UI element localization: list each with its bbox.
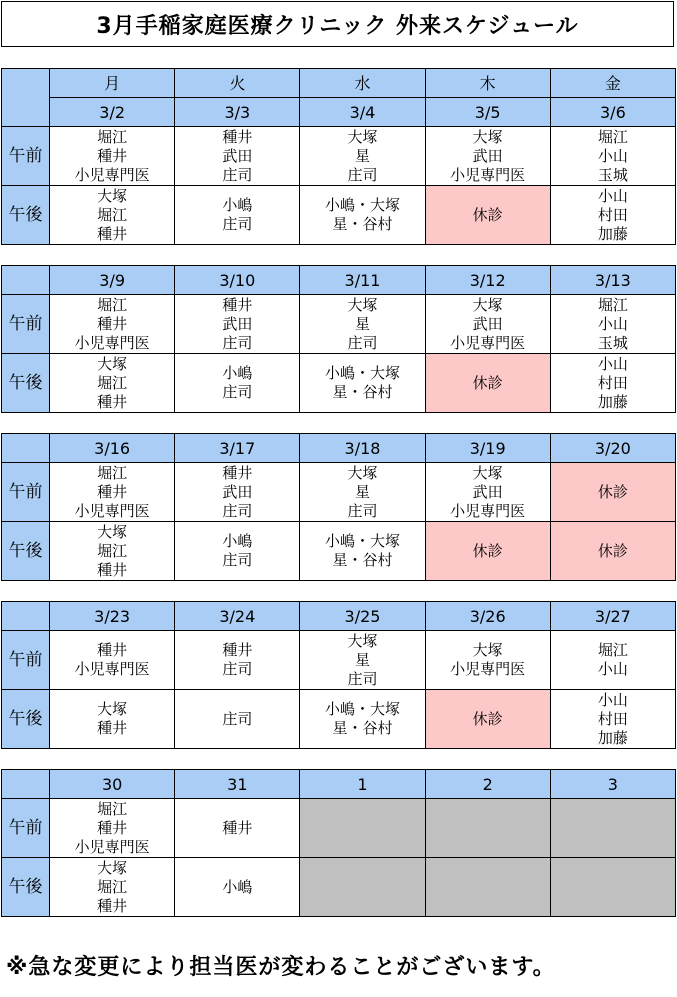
schedule-cell	[550, 463, 675, 522]
schedule-cell	[175, 186, 300, 245]
doctor-name: 小山	[597, 660, 628, 678]
schedule-cell	[550, 127, 675, 186]
doctor-name: 種井	[97, 641, 128, 659]
schedule-cell	[175, 631, 300, 690]
schedule-cell	[425, 799, 550, 858]
doctor-name: 堀江	[97, 373, 128, 392]
date-header: 3/20	[550, 434, 675, 463]
schedule-cell	[425, 522, 550, 581]
doctor-name: 星	[354, 314, 370, 333]
doctor-name: 庄司	[222, 551, 253, 569]
morning-label: 午前	[2, 127, 50, 186]
week-table-4	[1, 601, 676, 749]
date-header: 3/6	[550, 98, 675, 127]
doctor-name: 種井	[97, 392, 128, 411]
schedule-cell	[175, 690, 300, 749]
corner-cell	[2, 434, 50, 463]
doctor-name: 堀江	[597, 641, 628, 659]
schedule-cell	[175, 354, 300, 413]
week-table-3	[1, 433, 676, 581]
doctor-name: 小嶋・大塚	[324, 364, 400, 382]
doctor-name: 堀江	[97, 799, 128, 818]
schedule-cell	[425, 690, 550, 749]
doctor-name: 堀江	[97, 205, 128, 224]
schedule-cell	[300, 799, 425, 858]
schedule-cell	[550, 295, 675, 354]
doctor-name: 庄司	[222, 165, 253, 184]
doctor-name: 星	[354, 482, 370, 501]
doctor-name: 小山	[597, 354, 628, 373]
afternoon-label: 午後	[2, 522, 50, 581]
schedule-cell	[50, 127, 175, 186]
page-title: 3月手稲家庭医療クリニック 外来スケジュール	[1, 1, 674, 47]
schedule-cell	[50, 354, 175, 413]
date-header: 3	[550, 770, 675, 799]
doctor-name: 小児専門医	[74, 165, 150, 184]
doctor-name: 小嶋	[222, 364, 253, 382]
schedule-cell	[300, 463, 425, 522]
week-table-1	[1, 68, 676, 245]
morning-row	[2, 799, 676, 858]
date-header: 3/25	[300, 602, 425, 631]
schedule-cell	[425, 186, 550, 245]
doctor-name: 玉城	[597, 165, 628, 184]
date-header: 3/19	[425, 434, 550, 463]
doctor-name: 休診	[472, 205, 503, 224]
doctor-name: 堀江	[97, 541, 128, 560]
doctor-name: 小児専門医	[74, 333, 150, 352]
doctor-name: 小嶋・大塚	[324, 532, 400, 550]
doctor-name: 休診	[472, 373, 503, 392]
schedule-cell	[300, 858, 425, 917]
afternoon-label: 午後	[2, 354, 50, 413]
schedule-cell	[425, 463, 550, 522]
date-header: 31	[175, 770, 300, 799]
date-row	[2, 266, 676, 295]
schedule-cell	[175, 858, 300, 917]
doctor-name: 星	[354, 146, 370, 165]
doctor-name: 星・谷村	[332, 719, 393, 737]
weekday-header: 火	[175, 69, 300, 98]
doctor-name: 種井	[97, 146, 128, 165]
schedule-cell	[425, 858, 550, 917]
doctor-name: 村田	[597, 373, 628, 392]
doctor-name: 堀江	[97, 877, 128, 896]
schedule-cell	[175, 295, 300, 354]
morning-label: 午前	[2, 799, 50, 858]
date-header: 3/16	[50, 434, 175, 463]
doctor-name: 堀江	[97, 127, 128, 146]
date-header: 30	[50, 770, 175, 799]
date-header: 3/11	[300, 266, 425, 295]
doctor-name: 小児専門医	[450, 333, 526, 352]
schedule-cell	[550, 522, 675, 581]
doctor-name: 星・谷村	[332, 215, 393, 233]
schedule-cell	[550, 631, 675, 690]
doctor-name: 小山	[597, 186, 628, 205]
doctor-name: 種井	[222, 641, 253, 659]
doctor-name: 小山	[597, 690, 628, 709]
schedule-cell	[300, 127, 425, 186]
schedule-cell	[50, 186, 175, 245]
corner-cell	[2, 770, 50, 799]
doctor-name: 種井	[97, 482, 128, 501]
date-header: 3/10	[175, 266, 300, 295]
schedule-cell	[50, 295, 175, 354]
morning-row	[2, 295, 676, 354]
afternoon-label: 午後	[2, 690, 50, 749]
doctor-name: 大塚	[97, 186, 128, 205]
doctor-name: 小嶋	[222, 196, 253, 214]
date-header: 3/24	[175, 602, 300, 631]
schedule-cell	[50, 631, 175, 690]
date-header: 3/4	[300, 98, 425, 127]
doctor-name: 武田	[222, 146, 253, 165]
date-row	[2, 770, 676, 799]
doctor-name: 小児専門医	[74, 837, 150, 856]
doctor-name: 種井	[97, 719, 128, 737]
schedule-cell	[550, 354, 675, 413]
doctor-name: 種井	[97, 560, 128, 579]
doctor-name: 村田	[597, 205, 628, 224]
date-header: 3/2	[50, 98, 175, 127]
schedule-cell	[175, 127, 300, 186]
schedule-cell	[300, 631, 425, 690]
doctor-name: 庄司	[347, 669, 378, 688]
afternoon-row	[2, 186, 676, 245]
schedule-cell	[550, 690, 675, 749]
doctor-name: 大塚	[472, 127, 503, 146]
date-row	[2, 602, 676, 631]
doctor-name: 小嶋・大塚	[324, 700, 400, 718]
schedule-cell	[175, 522, 300, 581]
schedule-cell	[300, 354, 425, 413]
doctor-name: 小山	[597, 314, 628, 333]
doctor-name: 武田	[472, 482, 503, 501]
doctor-name: 庄司	[222, 333, 253, 352]
doctor-name: 休診	[472, 541, 503, 560]
doctor-name: 庄司	[347, 165, 378, 184]
doctor-name: 大塚	[97, 858, 128, 877]
weekday-row	[2, 69, 676, 98]
date-header: 3/12	[425, 266, 550, 295]
weekday-header: 月	[50, 69, 175, 98]
doctor-name: 大塚	[347, 127, 378, 146]
doctor-name: 武田	[222, 314, 253, 333]
doctor-name: 小嶋・大塚	[324, 196, 400, 214]
doctor-name: 種井	[222, 295, 253, 314]
doctor-name: 大塚	[97, 700, 128, 718]
doctor-name: 庄司	[222, 383, 253, 401]
morning-label: 午前	[2, 295, 50, 354]
schedule-cell	[425, 127, 550, 186]
doctor-name: 星・谷村	[332, 383, 393, 401]
weekday-header: 水	[300, 69, 425, 98]
doctor-name: 小児専門医	[74, 501, 150, 520]
doctor-name: 大塚	[472, 295, 503, 314]
schedule-cell	[300, 295, 425, 354]
doctor-name: 種井	[97, 818, 128, 837]
doctor-name: 種井	[222, 463, 253, 482]
notice-text: ※急な変更により担当医が変わることがございます。	[6, 955, 556, 980]
corner-cell	[2, 602, 50, 631]
doctor-name: 小児専門医	[74, 660, 150, 678]
date-header: 3/17	[175, 434, 300, 463]
week-table-5	[1, 769, 676, 917]
doctor-name: 庄司	[222, 709, 253, 728]
date-header: 1	[300, 770, 425, 799]
doctor-name: 堀江	[597, 127, 628, 146]
weekday-header: 金	[550, 69, 675, 98]
date-row	[2, 98, 676, 127]
schedule-cell	[550, 858, 675, 917]
doctor-name: 大塚	[347, 631, 378, 650]
doctor-name: 加藤	[597, 392, 628, 411]
doctor-name: 大塚	[97, 354, 128, 373]
doctor-name: 種井	[97, 224, 128, 243]
date-header: 3/9	[50, 266, 175, 295]
doctor-name: 種井	[222, 818, 253, 837]
doctor-name: 大塚	[347, 295, 378, 314]
doctor-name: 玉城	[597, 333, 628, 352]
schedule-cell	[550, 799, 675, 858]
doctor-name: 庄司	[222, 215, 253, 233]
schedule-cell	[300, 690, 425, 749]
afternoon-row	[2, 354, 676, 413]
doctor-name: 種井	[97, 896, 128, 915]
afternoon-row	[2, 858, 676, 917]
doctor-name: 星・谷村	[332, 551, 393, 569]
schedule-cell	[425, 354, 550, 413]
doctor-name: 星	[354, 650, 370, 669]
doctor-name: 庄司	[222, 501, 253, 520]
schedule-cell	[50, 690, 175, 749]
doctor-name: 武田	[472, 146, 503, 165]
afternoon-label: 午後	[2, 186, 50, 245]
date-header: 3/18	[300, 434, 425, 463]
doctor-name: 小児専門医	[450, 165, 526, 184]
date-header: 3/27	[550, 602, 675, 631]
morning-row	[2, 463, 676, 522]
doctor-name: 種井	[97, 314, 128, 333]
doctor-name: 休診	[597, 541, 628, 560]
doctor-name: 小児専門医	[450, 660, 526, 678]
weekday-header: 木	[425, 69, 550, 98]
doctor-name: 加藤	[597, 224, 628, 243]
doctor-name: 大塚	[472, 641, 503, 659]
schedule-cell	[300, 186, 425, 245]
doctor-name: 休診	[472, 709, 503, 728]
afternoon-row	[2, 690, 676, 749]
doctor-name: 加藤	[597, 728, 628, 747]
date-header: 3/26	[425, 602, 550, 631]
date-header: 3/3	[175, 98, 300, 127]
doctor-name: 小児専門医	[450, 501, 526, 520]
schedule-cell	[50, 799, 175, 858]
doctor-name: 村田	[597, 709, 628, 728]
corner-cell	[2, 266, 50, 295]
schedule-cell	[425, 631, 550, 690]
doctor-name: 庄司	[347, 501, 378, 520]
schedule-cell	[50, 858, 175, 917]
morning-label: 午前	[2, 463, 50, 522]
schedule-cell	[300, 522, 425, 581]
doctor-name: 小嶋	[222, 877, 253, 896]
morning-label: 午前	[2, 631, 50, 690]
doctor-name: 大塚	[472, 463, 503, 482]
doctor-name: 武田	[472, 314, 503, 333]
schedule-cell	[425, 295, 550, 354]
afternoon-row	[2, 522, 676, 581]
date-header: 3/5	[425, 98, 550, 127]
doctor-name: 堀江	[597, 295, 628, 314]
date-row	[2, 434, 676, 463]
schedule-cell	[550, 186, 675, 245]
doctor-name: 休診	[597, 482, 628, 501]
morning-row	[2, 631, 676, 690]
doctor-name: 庄司	[222, 660, 253, 678]
doctor-name: 小嶋	[222, 532, 253, 550]
schedule-cell	[175, 463, 300, 522]
date-header: 3/13	[550, 266, 675, 295]
doctor-name: 大塚	[97, 522, 128, 541]
schedule-cell	[50, 522, 175, 581]
doctor-name: 堀江	[97, 463, 128, 482]
doctor-name: 大塚	[347, 463, 378, 482]
doctor-name: 小山	[597, 146, 628, 165]
morning-row	[2, 127, 676, 186]
afternoon-label: 午後	[2, 858, 50, 917]
corner-cell	[2, 69, 50, 127]
schedule-cell	[50, 463, 175, 522]
doctor-name: 庄司	[347, 333, 378, 352]
date-header: 3/23	[50, 602, 175, 631]
schedule-cell	[175, 799, 300, 858]
date-header: 2	[425, 770, 550, 799]
doctor-name: 武田	[222, 482, 253, 501]
week-table-2	[1, 265, 676, 413]
doctor-name: 堀江	[97, 295, 128, 314]
doctor-name: 種井	[222, 127, 253, 146]
